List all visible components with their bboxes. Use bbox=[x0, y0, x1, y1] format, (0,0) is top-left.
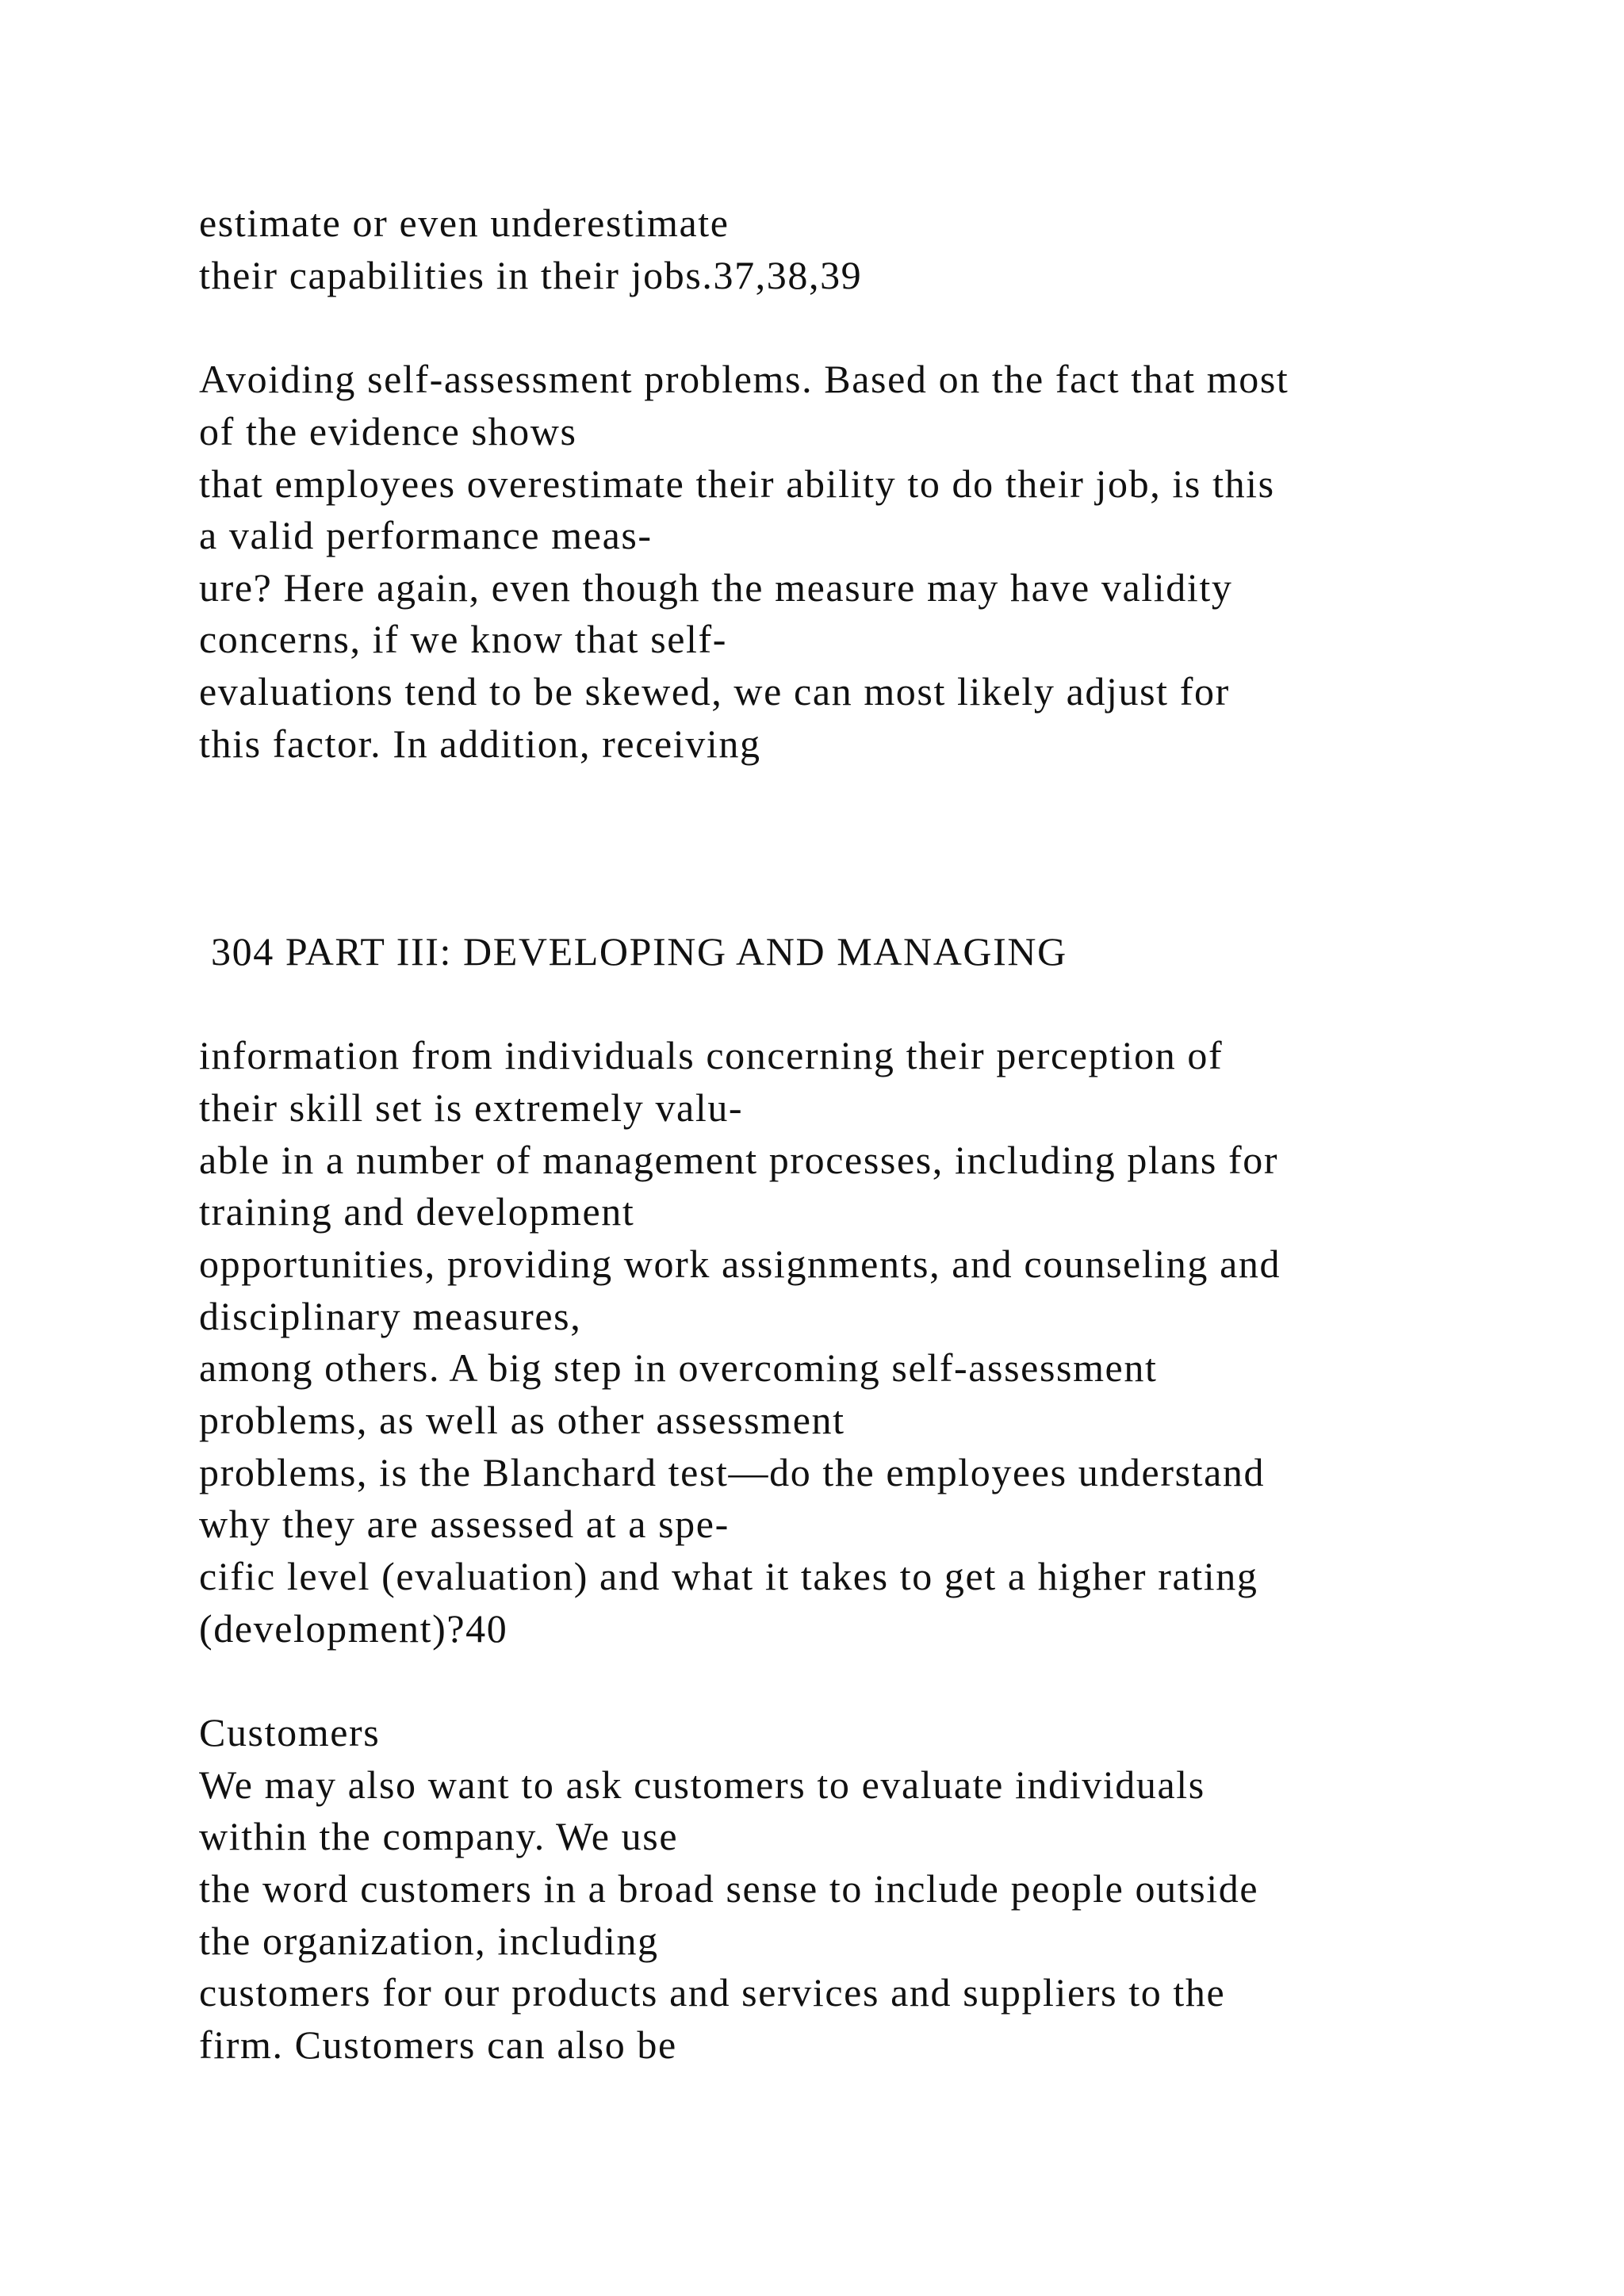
text-line: training and development bbox=[199, 1189, 635, 1234]
text-line: the word customers in a broad sense to include people outside bbox=[199, 1866, 1259, 1911]
text-line: (development)?40 bbox=[199, 1606, 508, 1651]
text-line: the organization, including bbox=[199, 1919, 659, 1963]
text-line: information from individuals concerning their perception of bbox=[199, 1033, 1224, 1077]
text-line: cific level (evaluation) and what it takes to get a higher rating bbox=[199, 1554, 1258, 1598]
text-line: this factor. In addition, receiving bbox=[199, 721, 761, 766]
text-line: problems, is the Blanchard test—do the employees understand bbox=[199, 1450, 1266, 1494]
text-line: Avoiding self-assessment problems. Based on the fact that most bbox=[199, 357, 1289, 401]
text-line: that employees overestimate their ability to do their job, is this bbox=[199, 461, 1275, 506]
text-line: able in a number of management processes, including plans for bbox=[199, 1138, 1279, 1182]
text-line: disciplinary measures, bbox=[199, 1294, 582, 1338]
text-line: ure? Here again, even though the measure may have validity bbox=[199, 565, 1233, 610]
section-heading: Customers bbox=[199, 1710, 381, 1755]
text-line: among others. A big step in overcoming self-assessment bbox=[199, 1345, 1158, 1390]
text-line: within the company. We use bbox=[199, 1814, 679, 1858]
text-line: their capabilities in their jobs.37,38,39 bbox=[199, 253, 863, 297]
text-line: a valid performance meas- bbox=[199, 513, 653, 557]
text-line: firm. Customers can also be bbox=[199, 2022, 677, 2067]
text-line: estimate or even underestimate bbox=[199, 201, 730, 245]
text-line: problems, as well as other assessment bbox=[199, 1398, 845, 1442]
text-line: evaluations tend to be skewed, we can most likely adjust for bbox=[199, 669, 1230, 714]
text-line: of the evidence shows bbox=[199, 409, 577, 453]
text-line: their skill set is extremely valu- bbox=[199, 1085, 744, 1130]
text-line: We may also want to ask customers to evaluate individuals bbox=[199, 1762, 1205, 1807]
text-line: opportunities, providing work assignments, and counseling and bbox=[199, 1242, 1281, 1286]
page-header: 304 PART III: DEVELOPING AND MANAGING bbox=[211, 929, 1067, 974]
text-line: concerns, if we know that self- bbox=[199, 617, 728, 661]
text-line: customers for our products and services and suppliers to the bbox=[199, 1970, 1226, 2015]
text-line: why they are assessed at a spe- bbox=[199, 1502, 730, 1546]
